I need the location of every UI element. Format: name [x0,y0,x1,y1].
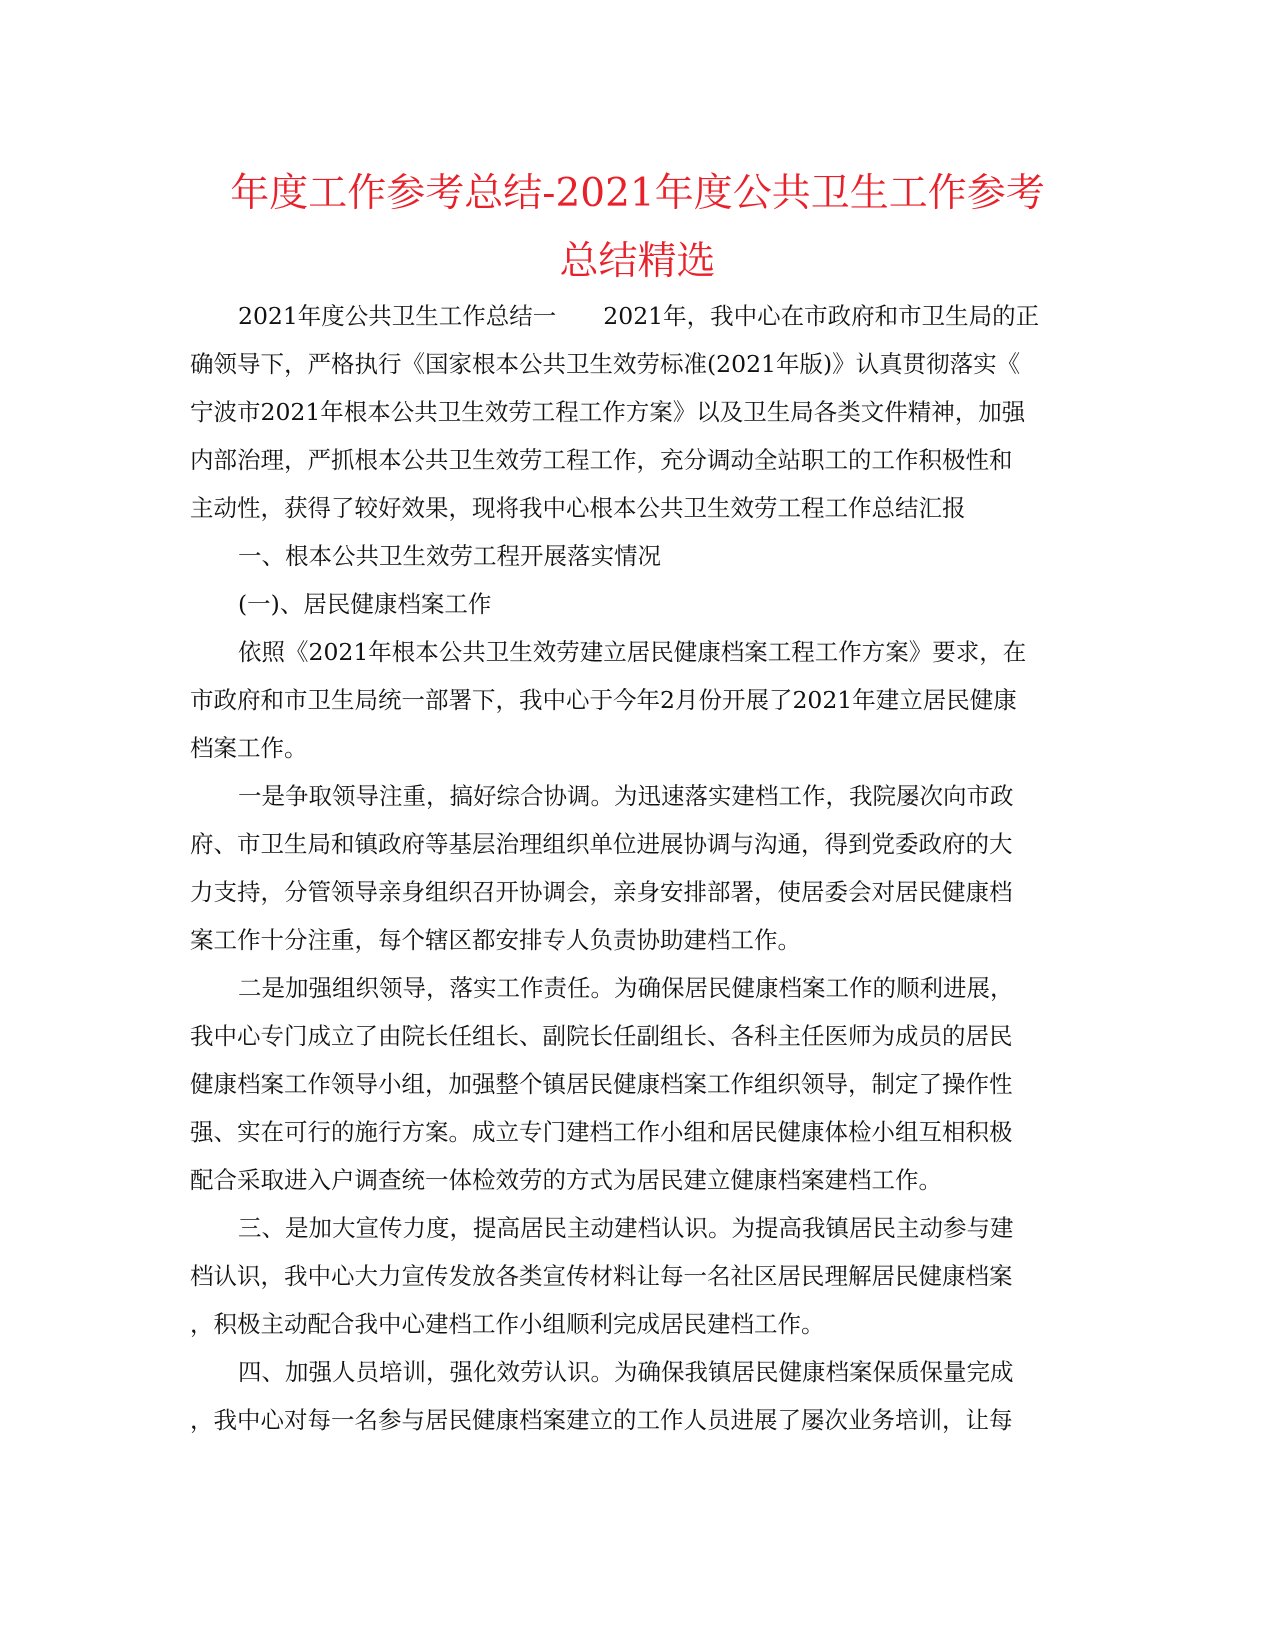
paragraph-point-3 [190,1204,1080,1348]
text-line: 档认识，我中心大力宣传发放各类宣传材料让每一名社区居民理解居民健康档案 [190,1262,1013,1290]
text-line: 一、根本公共卫生效劳工程开展落实情况 [238,542,661,570]
text-line: 2021年度公共卫生工作总结一 2021年，我中心在市政府和市卫生局的正 [238,302,1040,330]
title-line-1: 年度工作参考总结-2021年度公共卫生工作参考 [230,171,1045,216]
paragraph-intro [190,292,1080,532]
text-line: 健康档案工作领导小组，加强整个镇居民健康档案工作组织领导，制定了操作性 [190,1070,1013,1098]
paragraph-point-4 [190,1348,1080,1444]
text-line: 强、实在可行的施行方案。成立专门建档工作小组和居民健康体检小组互相积极 [190,1118,1013,1146]
text-line: 依照《2021年根本公共卫生效劳建立居民健康档案工程工作方案》要求，在 [238,638,1027,666]
text-line: 确领导下，严格执行《国家根本公共卫生效劳标准(2021年版)》认真贯彻落实《 [190,350,1021,378]
text-line: 力支持，分管领导亲身组织召开协调会，亲身安排部署，使居委会对居民健康档 [190,878,1013,906]
text-line: 府、市卫生局和镇政府等基层治理组织单位进展协调与沟通，得到党委政府的大 [190,830,1013,858]
text-line: (一)、居民健康档案工作 [238,590,492,618]
text-line: 内部治理，严抓根本公共卫生效劳工程工作，充分调动全站职工的工作积极性和 [190,446,1013,474]
text-line: 宁波市2021年根本公共卫生效劳工程工作方案》以及卫生局各类文件精神，加强 [190,398,1026,426]
text-line: 四、加强人员培训，强化效劳认识。为确保我镇居民健康档案保质保量完成 [238,1358,1014,1386]
document-body [190,292,1080,1444]
document-title [185,160,1090,296]
text-line: 档案工作。 [190,734,308,762]
text-line: ，积极主动配合我中心建档工作小组顺利完成居民建档工作。 [190,1310,825,1338]
text-line: 三、是加大宣传力度，提高居民主动建档认识。为提高我镇居民主动参与建 [238,1214,1014,1242]
text-line: 主动性，获得了较好效果，现将我中心根本公共卫生效劳工程工作总结汇报 [190,494,966,522]
text-line: 配合采取进入户调查统一体检效劳的方式为居民建立健康档案建档工作。 [190,1166,942,1194]
text-line: 我中心专门成立了由院长任组长、副院长任副组长、各科主任医师为成员的居民 [190,1022,1013,1050]
paragraph-plan [190,628,1080,772]
paragraph-point-1 [190,772,1080,964]
text-line: 案工作十分注重，每个辖区都安排专人负责协助建档工作。 [190,926,801,954]
text-line: ，我中心对每一名参与居民健康档案建立的工作人员进展了屡次业务培训，让每 [190,1406,1013,1434]
title-line-2: 总结精选 [559,239,716,284]
text-line: 二是加强组织领导，落实工作责任。为确保居民健康档案工作的顺利进展， [238,974,1014,1002]
text-line: 一是争取领导注重，搞好综合协调。为迅速落实建档工作，我院屡次向市政 [238,782,1014,810]
paragraph-point-2 [190,964,1080,1204]
subsection-heading-1 [190,580,1080,628]
section-heading-1 [190,532,1080,580]
text-line: 市政府和市卫生局统一部署下，我中心于今年2月份开展了2021年建立居民健康 [190,686,1017,714]
